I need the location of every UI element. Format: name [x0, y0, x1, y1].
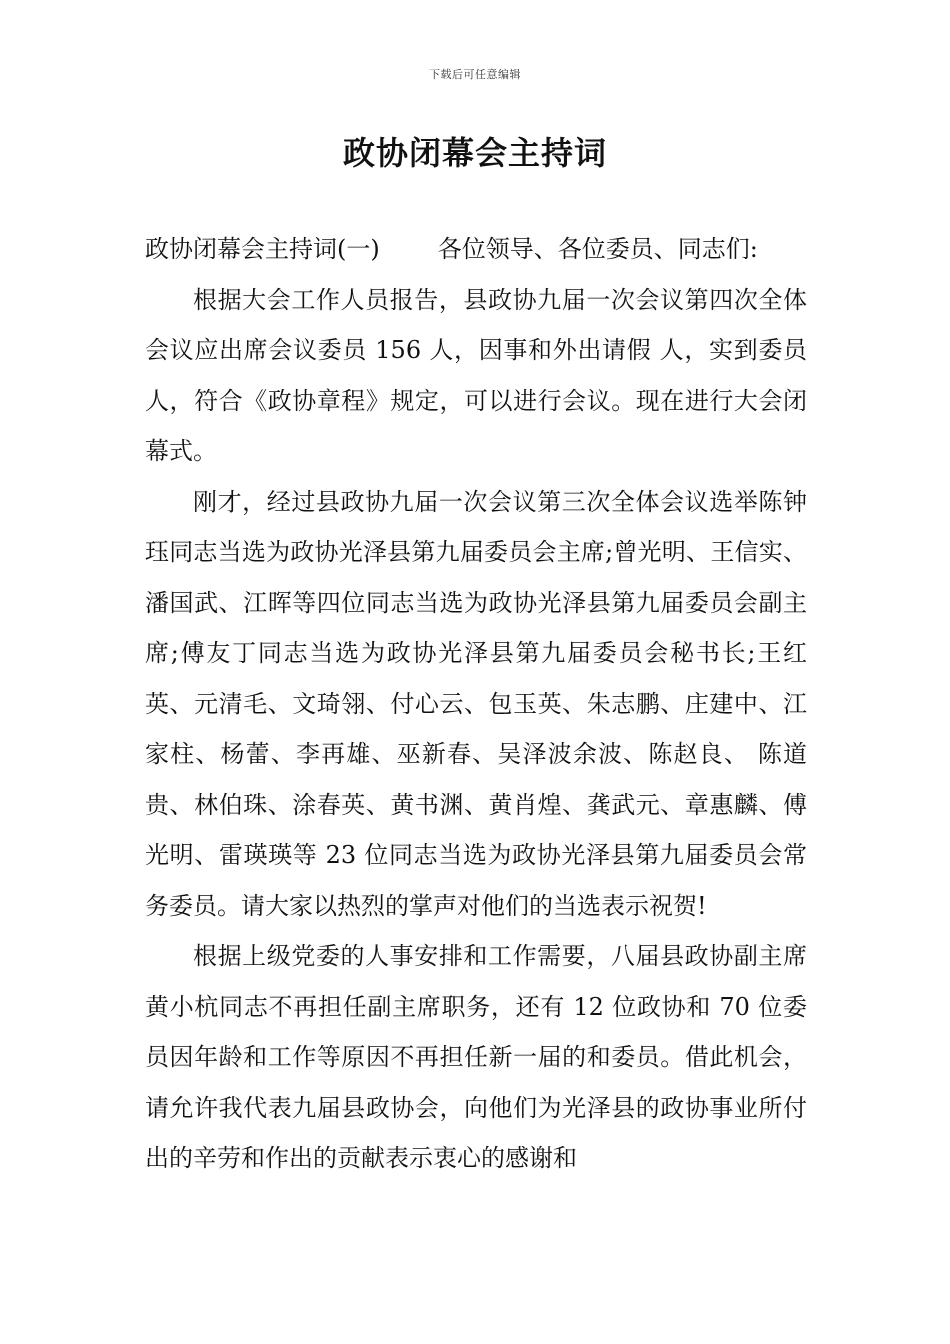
document-title: 政协闭幕会主持词	[342, 134, 607, 172]
intro-salutation: 各位领导、各位委员、同志们:	[437, 235, 758, 263]
paragraph-thanks: 根据上级党委的人事安排和工作需要，八届县政协副主席黄小杭同志不再担任副主席职务，还有 12 位政协和 70 位委员因年龄和工作等原因不再担任新一届的和委员。借此机会，请允许我代表九届县政协会，向他们为光泽县的政协事业所付出的辛劳和作出的贡献表示衷心的感谢和	[145, 942, 807, 1172]
header-note: 下载后可任意编辑	[429, 68, 521, 81]
intro-heading: 政协闭幕会主持词(一)	[145, 235, 380, 263]
document-body	[145, 224, 807, 1184]
paragraph-election: 刚才，经过县政协九届一次会议第三次全体会议选举陈钟珏同志当选为政协光泽县第九届委员会主席;曾光明、王信实、潘国武、江晖等四位同志当选为政协光泽县第九届委员会副主席;傅友丁同志当选为政协光泽县第九届委员会秘书长;王红英、元清毛、文琦翎、付心云、包玉英、朱志鹏、庄建中、江家柱、杨蕾、李再雄、巫新春、吴泽波余波、陈赵良、 陈道贵、林伯珠、涂春英、黄书渊、黄肖煌、龚武元、章惠麟、傅光明、雷瑛瑛等 23 位同志当选为政协光泽县第九届委员会常务委员。请大家以热烈的掌声对他们的当选表示祝贺!	[145, 487, 807, 920]
paragraph-attendance: 根据大会工作人员报告，县政协九届一次会议第四次全体会议应出席会议委员 156 人，因事和外出请假 人，实到委员 人，符合《政协章程》规定，可以进行会议。现在进行大会闭幕式。	[145, 285, 807, 465]
intro-line	[145, 224, 807, 275]
